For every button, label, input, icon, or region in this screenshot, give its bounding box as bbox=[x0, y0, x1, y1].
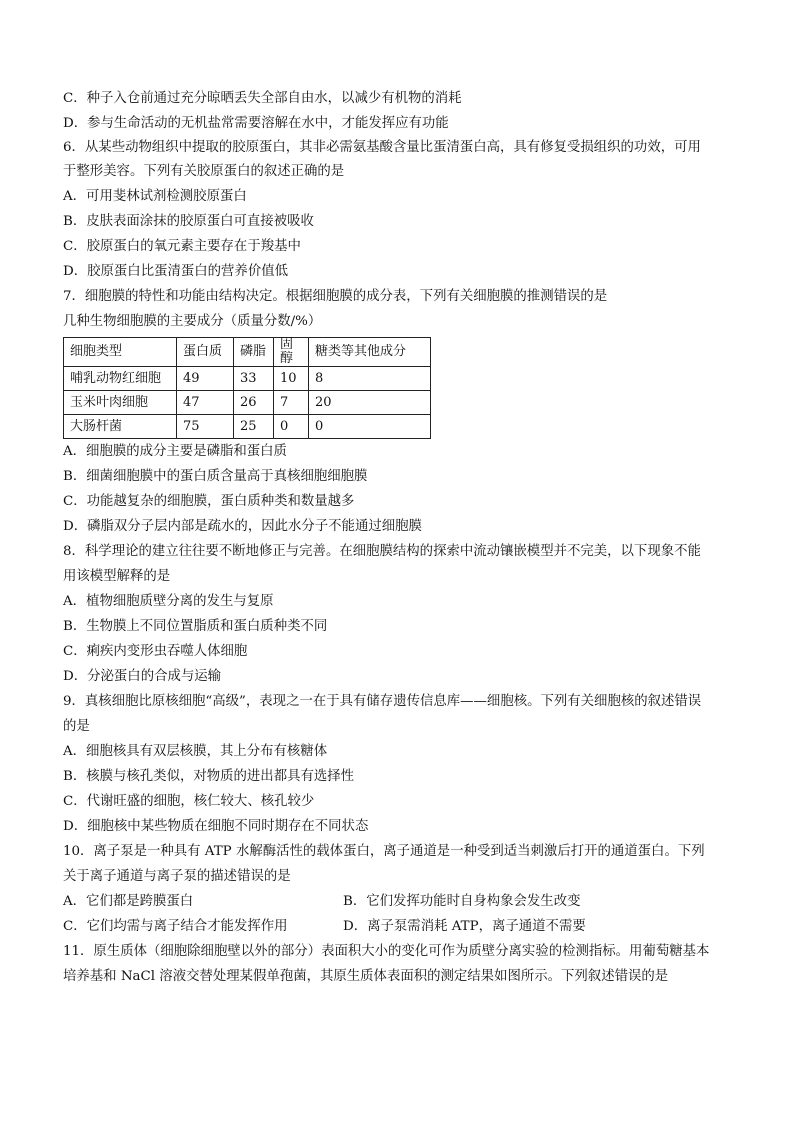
table-cell: 0 bbox=[309, 415, 431, 439]
table-cell: 49 bbox=[177, 367, 234, 391]
q6-option-b: B．皮肤表面涂抹的胶原蛋白可直接被吸收 bbox=[63, 214, 314, 229]
table-header-cell: 蛋白质 bbox=[177, 338, 234, 367]
q6-option-d: D．胶原蛋白比蛋清蛋白的营养价值低 bbox=[63, 264, 288, 279]
membrane-composition-table bbox=[63, 337, 431, 439]
table-cell: 25 bbox=[234, 415, 274, 439]
q10-stem-line1: 10．离子泵是一种具有 ATP 水解酶活性的载体蛋白，离子通道是一种受到适当刺激后打开的通道蛋白。下列 bbox=[63, 844, 705, 859]
q8-option-b: B．生物膜上不同位置脂质和蛋白质种类不同 bbox=[63, 619, 328, 634]
table-cell: 玉米叶肉细胞 bbox=[64, 391, 177, 415]
table-cell: 7 bbox=[274, 391, 309, 415]
q8-option-d: D．分泌蛋白的合成与运输 bbox=[63, 669, 222, 684]
q10-stem-line2: 关于离子通道与离子泵的描述错误的是 bbox=[63, 869, 291, 884]
table-cell: 10 bbox=[274, 367, 309, 391]
table-header-cell: 细胞类型 bbox=[64, 338, 177, 367]
table-header-cell: 固醇 bbox=[274, 338, 309, 367]
table-cell: 20 bbox=[309, 391, 431, 415]
q6-stem-line2: 于整形美容。下列有关胶原蛋白的叙述正确的是 bbox=[63, 164, 345, 179]
q7-option-c: C．功能越复杂的细胞膜，蛋白质种类和数量越多 bbox=[63, 494, 355, 509]
table-cell: 75 bbox=[177, 415, 234, 439]
q7-stem: 7．细胞膜的特性和功能由结构决定。根据细胞膜的成分表，下列有关细胞膜的推测错误的是 bbox=[63, 289, 608, 304]
q8-option-c: C．痢疾内变形虫吞噬人体细胞 bbox=[63, 644, 248, 659]
q10-option-b: B．它们发挥功能时自身构象会发生改变 bbox=[343, 894, 581, 909]
q10-option-a: A．它们都是跨膜蛋白 bbox=[63, 894, 194, 909]
q9-option-c: C．代谢旺盛的细胞，核仁较大、核孔较少 bbox=[63, 794, 315, 809]
table-cell: 8 bbox=[309, 367, 431, 391]
q7-option-b: B．细菌细胞膜中的蛋白质含量高于真核细胞细胞膜 bbox=[63, 469, 368, 484]
table-cell: 0 bbox=[274, 415, 309, 439]
q7-option-a: A．细胞膜的成分主要是磷脂和蛋白质 bbox=[63, 444, 287, 459]
q7-table-caption: 几种生物细胞膜的主要成分（质量分数/%） bbox=[63, 314, 322, 329]
q6-stem-line1: 6．从某些动物组织中提取的胶原蛋白，其非必需氨基酸含量比蛋清蛋白高，具有修复受损组织的功效，可用 bbox=[63, 140, 701, 155]
table-header-row bbox=[64, 338, 431, 367]
q9-option-b: B．核膜与核孔类似，对物质的进出都具有选择性 bbox=[63, 769, 355, 784]
option-c-carryover: C．种子入仓前通过充分晾晒丢失全部自由水，以减少有机物的消耗 bbox=[63, 91, 462, 106]
option-d-carryover: D．参与生命活动的无机盐常需要溶解在水中，才能发挥应有功能 bbox=[63, 116, 449, 131]
table-row bbox=[64, 391, 431, 415]
table-cell: 47 bbox=[177, 391, 234, 415]
q9-option-a: A．细胞核具有双层核膜，其上分布有核糖体 bbox=[63, 744, 328, 759]
q9-stem-line2: 的是 bbox=[63, 719, 90, 734]
table-row bbox=[64, 367, 431, 391]
q6-option-a: A．可用斐林试剂检测胶原蛋白 bbox=[63, 189, 247, 204]
q6-option-c: C．胶原蛋白的氧元素主要存在于羧基中 bbox=[63, 239, 301, 254]
table-header-cell: 磷脂 bbox=[234, 338, 274, 367]
table-cell: 26 bbox=[234, 391, 274, 415]
q8-stem-line1: 8．科学理论的建立往往要不断地修正与完善。在细胞膜结构的探索中流动镶嵌模型并不完美，以下现象不能 bbox=[63, 544, 701, 559]
q10-option-c: C．它们均需与离子结合才能发挥作用 bbox=[63, 919, 288, 934]
q7-option-d: D．磷脂双分子层内部是疏水的，因此水分子不能通过细胞膜 bbox=[63, 519, 422, 534]
table-cell: 33 bbox=[234, 367, 274, 391]
table-cell: 哺乳动物红细胞 bbox=[64, 367, 177, 391]
table-cell: 大肠杆菌 bbox=[64, 415, 177, 439]
table-header-cell: 糖类等其他成分 bbox=[309, 338, 431, 367]
q8-option-a: A．植物细胞质壁分离的发生与复原 bbox=[63, 594, 274, 609]
q10-option-d: D．离子泵需消耗 ATP，离子通道不需要 bbox=[343, 919, 586, 934]
q11-stem-line1: 11．原生质体（细胞除细胞壁以外的部分）表面积大小的变化可作为质壁分离实验的检测指标。用葡萄糖基本 bbox=[63, 944, 710, 959]
table-row bbox=[64, 415, 431, 439]
q9-option-d: D．细胞核中某些物质在细胞不同时期存在不同状态 bbox=[63, 819, 369, 834]
q11-stem-line2: 培养基和 NaCl 溶液交替处理某假单孢菌，其原生质体表面积的测定结果如图所示。下列叙述错误的是 bbox=[63, 969, 669, 984]
q9-stem-line1: 9．真核细胞比原核细胞“高级”，表现之一在于具有储存遗传信息库——细胞核。下列有关细胞核的叙述错误 bbox=[63, 694, 702, 709]
q8-stem-line2: 用该模型解释的是 bbox=[63, 569, 171, 584]
